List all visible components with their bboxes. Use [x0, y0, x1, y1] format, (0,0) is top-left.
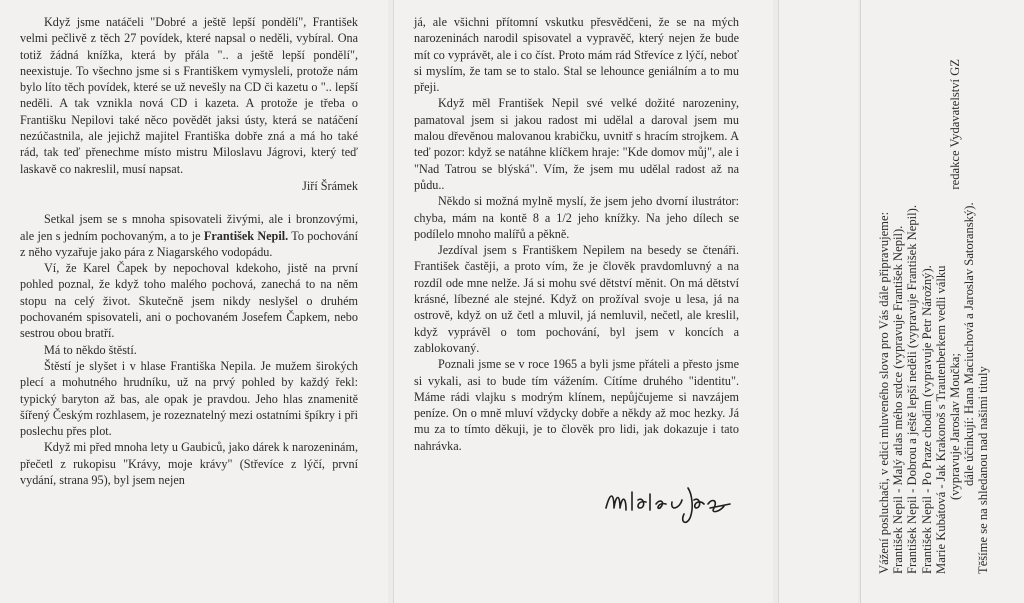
paragraph: Když mi před mnoha lety u Gaubiců, jako dárek k narozeninám, přečetl z rukopisu "Krávy, moje krávy" (Střevíce z lýčí, první vydání, strana 95), byl jsem nejen: [20, 440, 358, 488]
rotated-notice-panel: [860, 0, 1024, 603]
highlighted-name: František Nepil.: [203, 228, 289, 243]
text-column-left: [0, 0, 388, 603]
notice-line: dále účinkují: Hana Maciuchová a Jaroslav Satoranský).: [962, 202, 977, 486]
paragraph: Štěstí je slyšet i v hlase Františka Nepila. Je mužem širokých plecí a mohutného hrudníku, už na prvý pohled by každý řekl: typický baryton až bas, ale opak je pravdou. Jeho hlas znamenitě šířený Českým rozhlasem, je rozeznatelný mezi ostatními špíkry i při poslechu přes plot.: [20, 358, 358, 439]
notice-line: (vypravuje Jaroslav Moučka;: [948, 353, 963, 500]
publisher-credit: redakce Vydavatelství GZ: [948, 59, 963, 190]
paragraph: Když měl František Nepil své velké dožité narozeniny, pamatoval jsem si jakou radost mi udělal a daroval jsem mu malou dřevěnou malovanou krabičku, uvnitř s hracím strojkem. A teď pozor: když se natáhne klíčkem hraje: "Kde domov můj", ale i "Nad Tatrou se blýská". Vím, že jsem mu udělal radost až na půdu..: [414, 96, 739, 192]
paragraph: já, ale všichni přítomní vskutku přesvědčeni, že se na mých narozeninách narodil spisovatel a vypravěč, který nejen že bude mít co vyprávět, ale i co číst. Proto mám rád Střevíce z lýčí, neboť si myslím, že tam se to stalo. Stal se lehounce geniálním a to mu přeji.: [414, 15, 739, 95]
author-signature: Jiří Šrámek: [302, 178, 358, 193]
paragraph: Někdo si možná mylně myslí, že jsem jeho dvorní ilustrátor: chyba, mám na kontě 8 a 1/2 jeho knížky. Na jeho dílech se podílelo mnoho malířů a pěkně.: [414, 194, 739, 241]
blank-panel: [778, 0, 858, 603]
notice-line: František Nepil - Malý atlas mého srdce (vypravuje František Nepil).: [891, 225, 906, 574]
notice-line: František Nepil - Po Praze chodím (vypravuje Petr Nárožný).: [919, 265, 934, 574]
paragraph: Když jsme natáčeli "Dobré a ještě lepší pondělí", František velmi pečlivě z těch 27 povídek, které napsal o neděli, vybíral. Ona totiž žádná knížka, která by přála ".. a ještě lepší pondělí", neexistuje. To všechno jsme si s Františkem vymysleli, protože nám bylo líto těch povídek, které se už nevešly na CD či kazetu o ".. lepší neděli. A tak vznikla nová CD i kazeta. A protože je třeba o Františku Nepilovi také něco povědět jaksi ústy, která se natáčení nezúčastnila, ale jejichž majitel Františka dobře zná a má ho také rád, tak teď přenechme místo mistru Miloslavu Jágrovi, který teď laskavě co nakreslil, musí napsat.: [20, 15, 358, 176]
paragraph: Jezdíval jsem s Františkem Nepilem na besedy se čtenáři. František častěji, a proto vím, že je člověk pravdomluvný a na rozdíl ode mne nelže. Já si mohu své dětství měnit. On má dětství krásné, líbezné ale stejné. Když on prožíval svoje u lesa, já na ostrově, když on už četl a mluvil, já nemluvil, nečetl, ale kreslil, když vyprávěl o tom pochování, byl jsem v koncích a zablokovaný.: [414, 243, 739, 355]
paragraph: Setkal jsem se s mnoha spisovateli živými, ale i bronzovými, ale jen s jedním pochovaným, a to je František Nepil. To pochování z něho vyzařuje jako pára z Niagarského vodopádu.: [20, 212, 359, 259]
notice-line: Těšíme se na shledanou nad našimi tituly: [976, 366, 991, 574]
paragraph: Má to někdo štěstí.: [44, 342, 137, 357]
paragraph: Ví, že Karel Čapek by nepochoval kdekoho, jistě na první pohled poznal, že když toho malého pochová, zanechá to na něm stopu na celý život. Skutečně jsem nikdy neslyšel o druhém pochovaném spisovateli, ani o pochovaném Josefem Čapkem, nebo sestrou obou bratří.: [20, 261, 358, 341]
notice-line: Marie Kubátová - Jak Krakonoš s Trautenberkem vedli válku: [933, 265, 948, 574]
notice-line: Vážení posluchači, v edici mluveného slova pro Vás dále připravujeme:: [877, 211, 891, 574]
notice-line: František Nepil - Dobrou a ještě lepší neděli (vypravuje František Nepil).: [905, 205, 920, 574]
rotated-notice: [863, 51, 1024, 586]
handwritten-signature: [602, 478, 737, 530]
paragraph: Poznali jsme se v roce 1965 a byli jsme přáteli a přesto jsme si vykali, asi to bude tím vážením. Cítíme druhého "identitu". Máme rádi vlajku s modrým klínem, nepůjčujeme si navzájem peníze. On o mně mluví vždycky dobře a někdy až moc hezky. Já mu za to tímto děkuji, je to člověk pro lidi, jak dokazuje i tato nahrávka.: [414, 357, 739, 453]
